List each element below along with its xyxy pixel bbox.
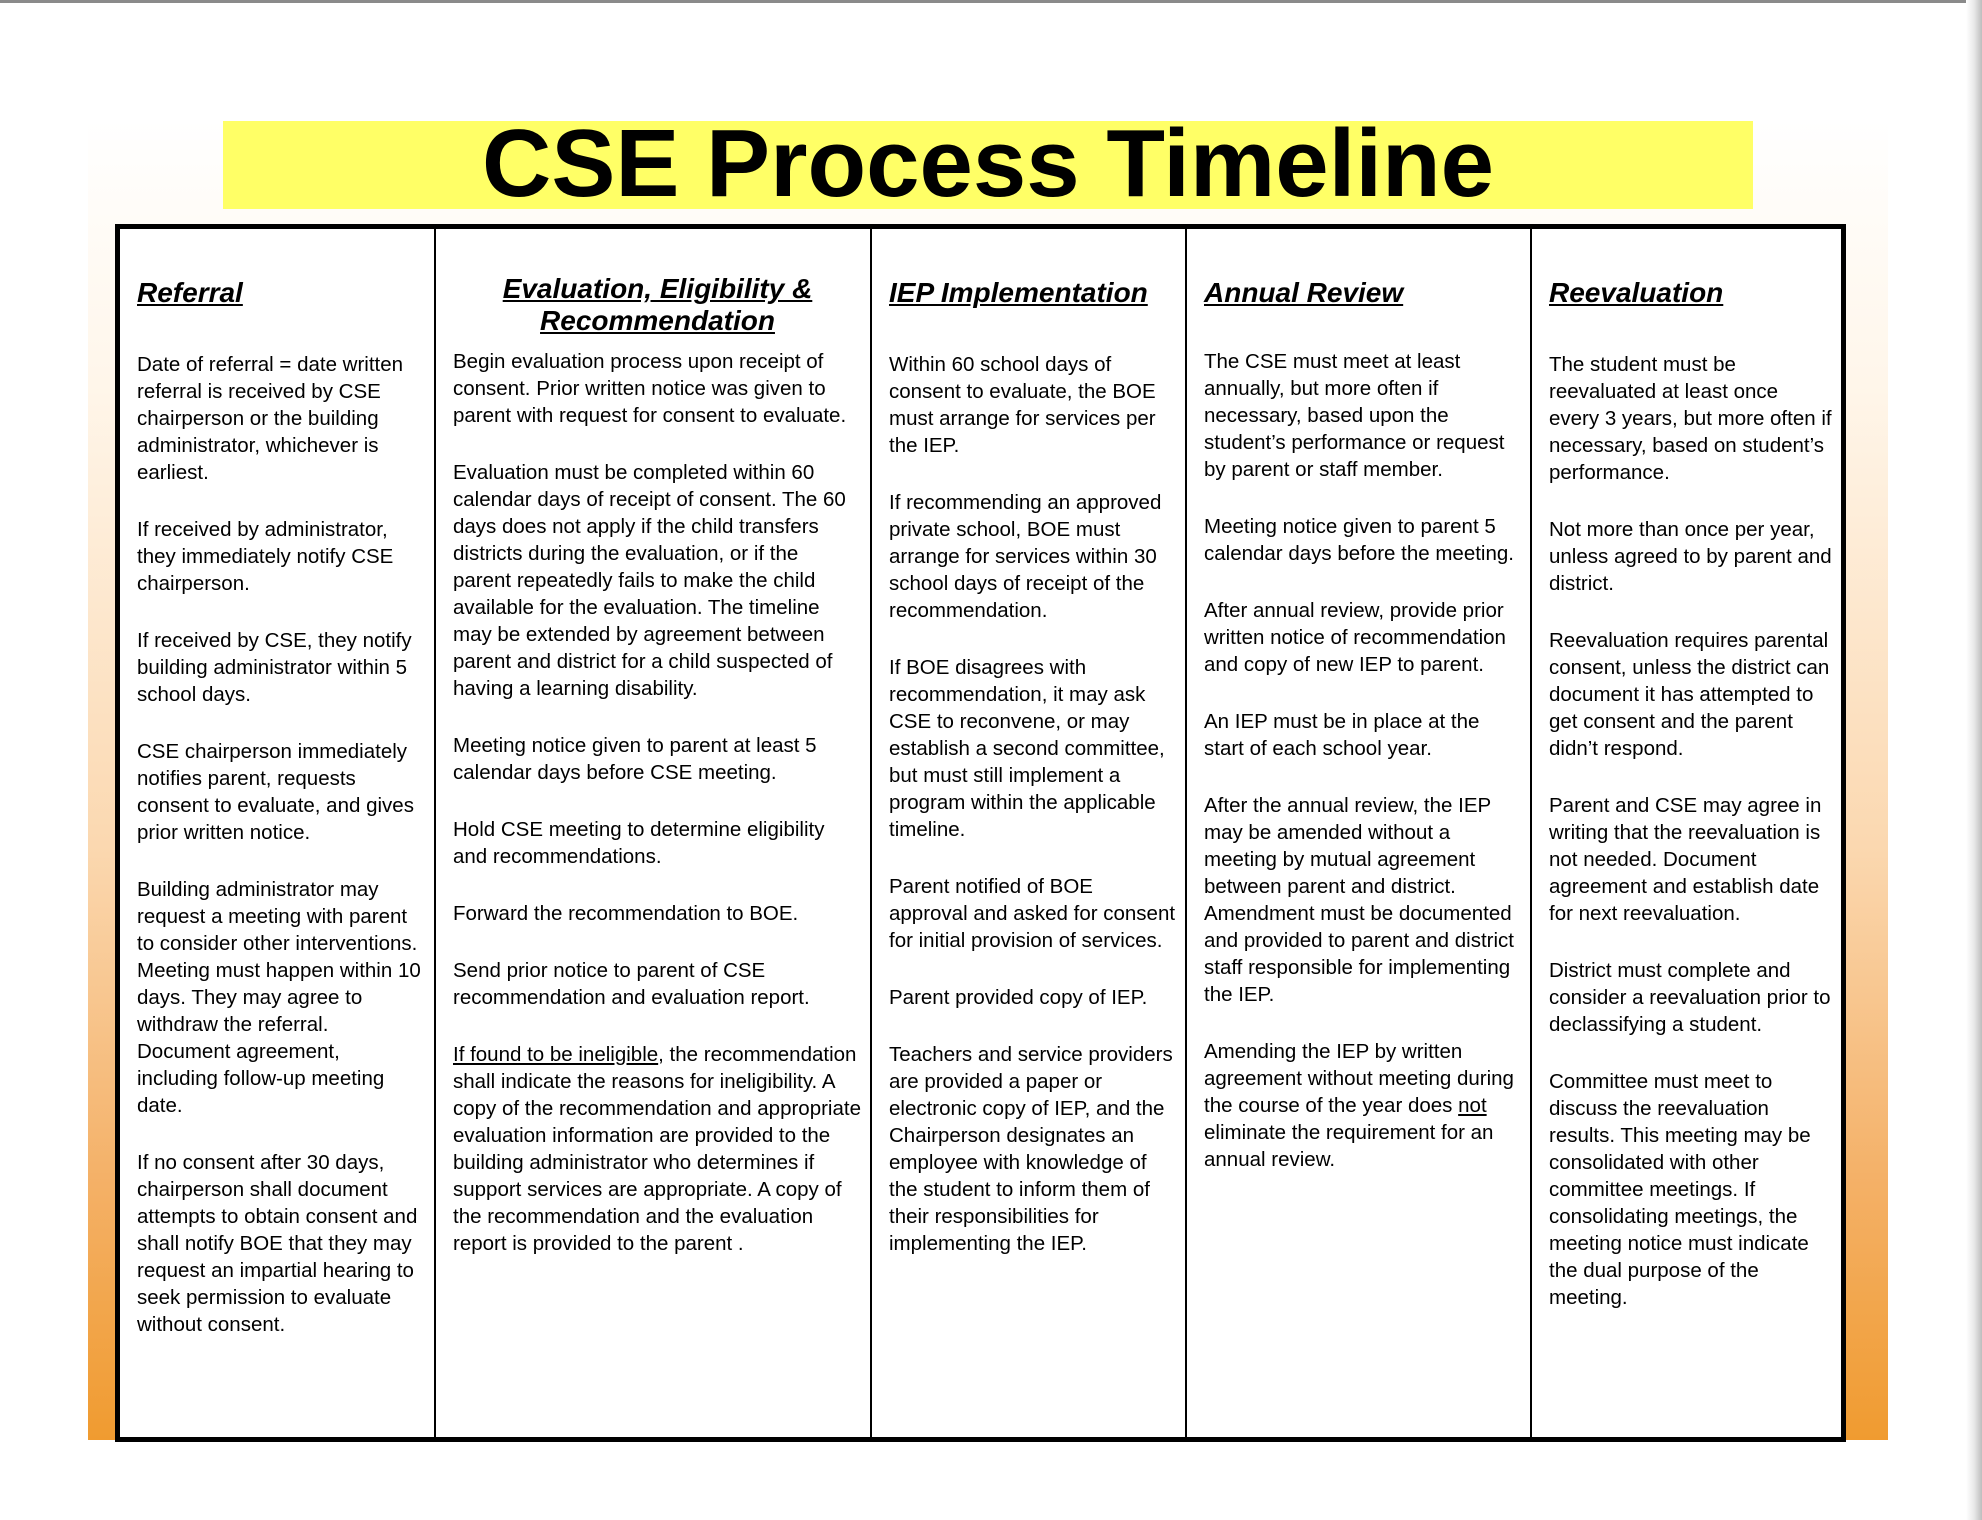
- evaluation-paragraph: Send prior notice to parent of CSE recommendation and evaluation report.: [453, 959, 810, 1009]
- amending-text-end: eliminate the requirement for an annual review.: [1204, 1121, 1494, 1171]
- column-heading-annual-review: Annual Review: [1204, 277, 1404, 308]
- referral-paragraph: If no consent after 30 days, chairperson shall document attempts to obtain consent and shall notify BOE that they may request an impartial hearing to seek permission to evaluate without consent.: [137, 1151, 418, 1336]
- annual-review-paragraph: After the annual review, the IEP may be amended without a meeting by mutual agreement between parent and district. Amendment must be documented and provided to parent and district staff responsible for implementing the IEP.: [1204, 794, 1514, 1006]
- annual-review-paragraph: After annual review, provide prior written notice of recommendation and copy of new IEP to parent.: [1204, 599, 1506, 676]
- page-title: CSE Process Timeline: [481, 110, 1495, 217]
- referral-paragraph: Building administrator may request a meeting with parent to consider other interventions. Meeting must happen within 10 days. They may agree to withdraw the referral. Document agreement, including follow-up meeting date.: [137, 878, 421, 1117]
- iep-paragraph: Teachers and service providers are provided a paper or electronic copy of IEP, and the Chairperson designates an employee with knowledge of the student to inform them of their responsibilities for implementing the IEP.: [889, 1043, 1173, 1255]
- evaluation-paragraph: Begin evaluation process upon receipt of consent. Prior written notice was given to parent with request for consent to evaluate.: [453, 350, 847, 427]
- amending-paragraph: [1204, 1038, 1522, 1173]
- ineligible-lead: If found to be ineligible: [453, 1043, 659, 1066]
- column-body-annual-review: [1204, 348, 1522, 1203]
- iep-paragraph: Parent provided copy of IEP.: [889, 986, 1148, 1009]
- column-reevaluation: [1532, 229, 1841, 1437]
- referral-paragraph: If received by administrator, they immediately notify CSE chairperson.: [137, 518, 394, 595]
- column-body-reevaluation: [1549, 351, 1833, 1341]
- evaluation-paragraph: Meeting notice given to parent at least 5 calendar days before CSE meeting.: [453, 734, 817, 784]
- column-annual-review: [1187, 229, 1532, 1437]
- reevaluation-paragraph: Parent and CSE may agree in writing that the reevaluation is not needed. Document agreement and establish date for next reevaluation.: [1549, 794, 1822, 925]
- iep-paragraph: If BOE disagrees with recommendation, it may ask CSE to reconvene, or may establish a second committee, but must still implement a program within the applicable timeline.: [889, 656, 1165, 841]
- column-referral: [120, 229, 436, 1437]
- window-top-border: [0, 0, 1982, 3]
- column-heading-iep-implementation: IEP Implementation: [889, 277, 1148, 308]
- column-body-referral: [137, 351, 426, 1368]
- column-body-evaluation: [453, 348, 862, 1287]
- evaluation-paragraph: Evaluation must be completed within 60 calendar days of receipt of consent. The 60 days does not apply if the child transfers districts during the evaluation, or if the parent repeatedly fails to make the child available for the evaluation. The timeline may be extended by agreement between parent and district for a child suspected of having a learning disability.: [453, 461, 846, 700]
- column-heading-evaluation: Evaluation, Eligibility & Recommendation: [502, 273, 813, 336]
- annual-review-paragraph: The CSE must meet at least annually, but more often if necessary, based upon the student’s performance or request by parent or staff member.: [1204, 350, 1505, 481]
- reevaluation-paragraph: Reevaluation requires parental consent, unless the district can document it has attempted to get consent and the parent didn’t respond.: [1549, 629, 1830, 760]
- reevaluation-paragraph: District must complete and consider a reevaluation prior to declassifying a student.: [1549, 959, 1831, 1036]
- column-heading-referral: Referral: [137, 277, 243, 308]
- scrollbar-shadow: [1966, 0, 1982, 1520]
- evaluation-paragraph: Forward the recommendation to BOE.: [453, 902, 799, 925]
- annual-review-paragraph: Meeting notice given to parent 5 calendar days before the meeting.: [1204, 515, 1514, 565]
- column-body-iep-implementation: [889, 351, 1177, 1287]
- iep-paragraph: If recommending an approved private school, BOE must arrange for services within 30 school days of receipt of the recommendation.: [889, 491, 1162, 622]
- iep-paragraph: Parent notified of BOE approval and asked for consent for initial provision of services.: [889, 875, 1176, 952]
- amending-not: not: [1458, 1094, 1487, 1117]
- evaluation-paragraph: Hold CSE meeting to determine eligibility and recommendations.: [453, 818, 825, 868]
- ineligible-rest: , the recommendation shall indicate the reasons for ineligibility. A copy of the recommendation and appropriate evaluation information are provided to the building administrator who determines if support services are appropriate. A copy of the recommendation and the evaluation report is provided to the parent .: [453, 1043, 861, 1255]
- reevaluation-paragraph: Not more than once per year, unless agreed to by parent and district.: [1549, 518, 1832, 595]
- column-heading-reevaluation: Reevaluation: [1549, 277, 1724, 308]
- amending-text: Amending the IEP by written agreement without meeting during the course of the year does: [1204, 1040, 1514, 1117]
- column-evaluation: [436, 229, 872, 1437]
- annual-review-paragraph: An IEP must be in place at the start of each school year.: [1204, 710, 1480, 760]
- referral-paragraph: If received by CSE, they notify building administrator within 5 school days.: [137, 629, 412, 706]
- referral-paragraph: Date of referral = date written referral is received by CSE chairperson or the building administrator, whichever is earliest.: [137, 353, 404, 484]
- reevaluation-paragraph: Committee must meet to discuss the reevaluation results. This meeting may be consolidated with other committee meetings. If consolidating meetings, the meeting notice must indicate the dual purpose of the meeting.: [1549, 1070, 1811, 1309]
- iep-paragraph: Within 60 school days of consent to evaluate, the BOE must arrange for services per the IEP.: [889, 353, 1156, 457]
- ineligible-paragraph: [453, 1041, 862, 1257]
- timeline-table: [115, 224, 1846, 1442]
- column-iep-implementation: [872, 229, 1187, 1437]
- reevaluation-paragraph: The student must be reevaluated at least once every 3 years, but more often if necessary, based on student’s performance.: [1549, 353, 1832, 484]
- referral-paragraph: CSE chairperson immediately notifies parent, requests consent to evaluate, and gives prior written notice.: [137, 740, 414, 844]
